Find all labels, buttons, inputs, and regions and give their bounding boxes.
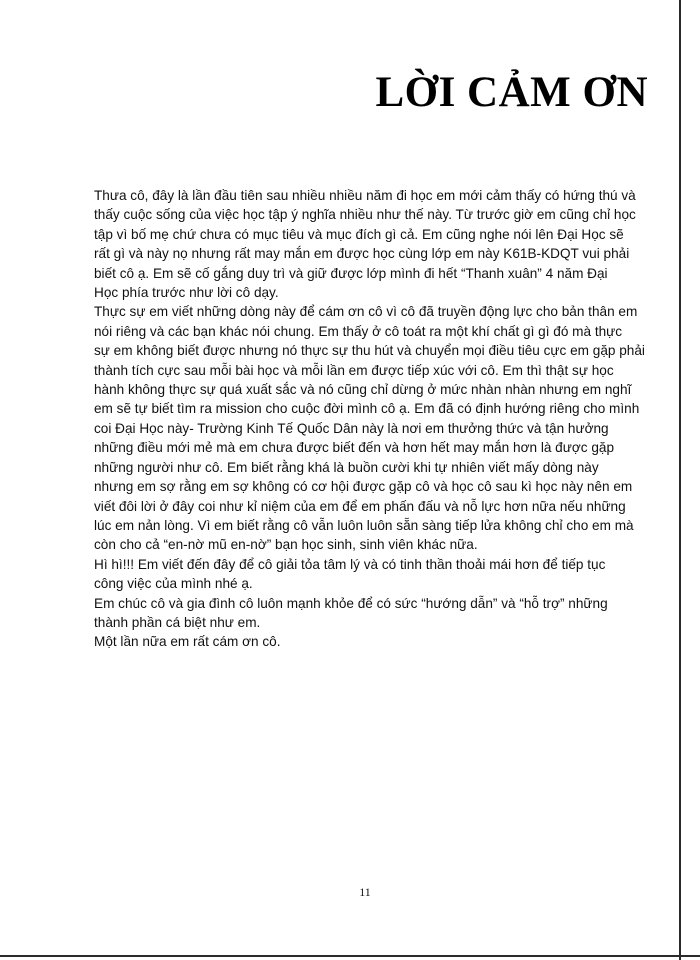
text-line: nói riêng và các bạn khác nói chung. Em thấy ở cô toát ra một khí chất gì gì đó mà thực bbox=[94, 323, 623, 339]
page-border-bottom bbox=[0, 955, 700, 957]
text-line: hành không thực sự quá xuất sắc và nó cũng chỉ dừng ở mức nhàn nhàn nhưng em nghĩ bbox=[94, 382, 632, 398]
text-line: thành phần cá biệt như em. bbox=[94, 614, 261, 630]
text-line: coi Đại Học này- Trường Kinh Tế Quốc Dân này là nơi em thưởng thức và tận hưởng bbox=[94, 420, 609, 436]
text-line: thành tích cực sau mỗi bài học và mỗi lần em được tiếp xúc với cô. Em thì thật sự học bbox=[94, 362, 614, 378]
text-line: sự em không biết được nhưng nó thực sự thu hút và chuyển mọi điều tiêu cực em gặp phải bbox=[94, 343, 645, 359]
text-line: Em chúc cô và gia đình cô luôn mạnh khỏe để có sức “hướng dẫn” và “hỗ trợ” những bbox=[94, 595, 608, 611]
page-title: LỜI CẢM ƠN bbox=[375, 69, 648, 116]
text-line: những người như cô. Em biết rằng khá là buồn cười khi tự nhiên viết mấy dòng này bbox=[94, 459, 599, 475]
text-line: nhưng em sợ rằng em sợ không có cơ hội được gặp cô và học cô sau kì học này nên em bbox=[94, 479, 633, 495]
text-line: Thưa cô, đây là lần đầu tiên sau nhiều nhiều năm đi học em mới cảm thấy có hứng thú và bbox=[94, 188, 636, 203]
text-line: em sẽ tự biết tìm ra mission cho cuộc đời mình cô ạ. Em đã có định hướng riêng cho mình bbox=[94, 401, 640, 417]
text-line: Thực sự em viết những dòng này để cám ơn cô vì cô đã truyền động lực cho bản thân em bbox=[94, 304, 638, 320]
text-line: lúc em nản lòng. Vì em biết rằng cô vẫn luôn luôn sẵn sàng tiếp lửa không chỉ cho em mà bbox=[94, 517, 634, 533]
text-line: những điều mới mẻ mà em chưa được biết đến và hơn hết may mắn hơn là được gặp bbox=[94, 440, 615, 456]
text-line: Học phía trước như lời cô dạy. bbox=[94, 285, 279, 301]
page-border-right bbox=[679, 0, 681, 960]
text-line: thấy cuộc sống của việc học tập ý nghĩa nhiều như thế này. Từ trước giờ em cũng chỉ học bbox=[94, 207, 636, 223]
page-number: 11 bbox=[359, 885, 371, 899]
text-line: tập vì bố mẹ chứ chưa có mục tiêu và mục đích gì cả. Em cũng nghe nói lên Đại Học sẽ bbox=[94, 226, 624, 242]
letter-body bbox=[94, 186, 654, 652]
text-line: rất gì và này nọ nhưng rất may mắn em được học cùng lớp em này K61B-KDQT vui phải bbox=[94, 246, 630, 262]
text-line: Một lần nữa em rất cám ơn cô. bbox=[94, 634, 281, 650]
text-line: còn cho cả “en-nờ mũ en-nờ” bạn học sinh, sinh viên khác nữa. bbox=[94, 537, 478, 553]
text-line: viết đôi lời ở đây coi như kỉ niệm của em để em phấn đấu và nỗ lực hơn nữa nếu những bbox=[94, 498, 626, 514]
text-line: biết cô ạ. Em sẽ cố gắng duy trì và giữ được lớp mình đi hết “Thanh xuân” 4 năm Đại bbox=[94, 265, 608, 281]
text-line: Hì hì!!! Em viết đến đây để cô giải tỏa tâm lý và có tinh thần thoải mái hơn để tiếp tục bbox=[94, 556, 606, 572]
text-line: công việc của mình nhé ạ. bbox=[94, 576, 253, 592]
